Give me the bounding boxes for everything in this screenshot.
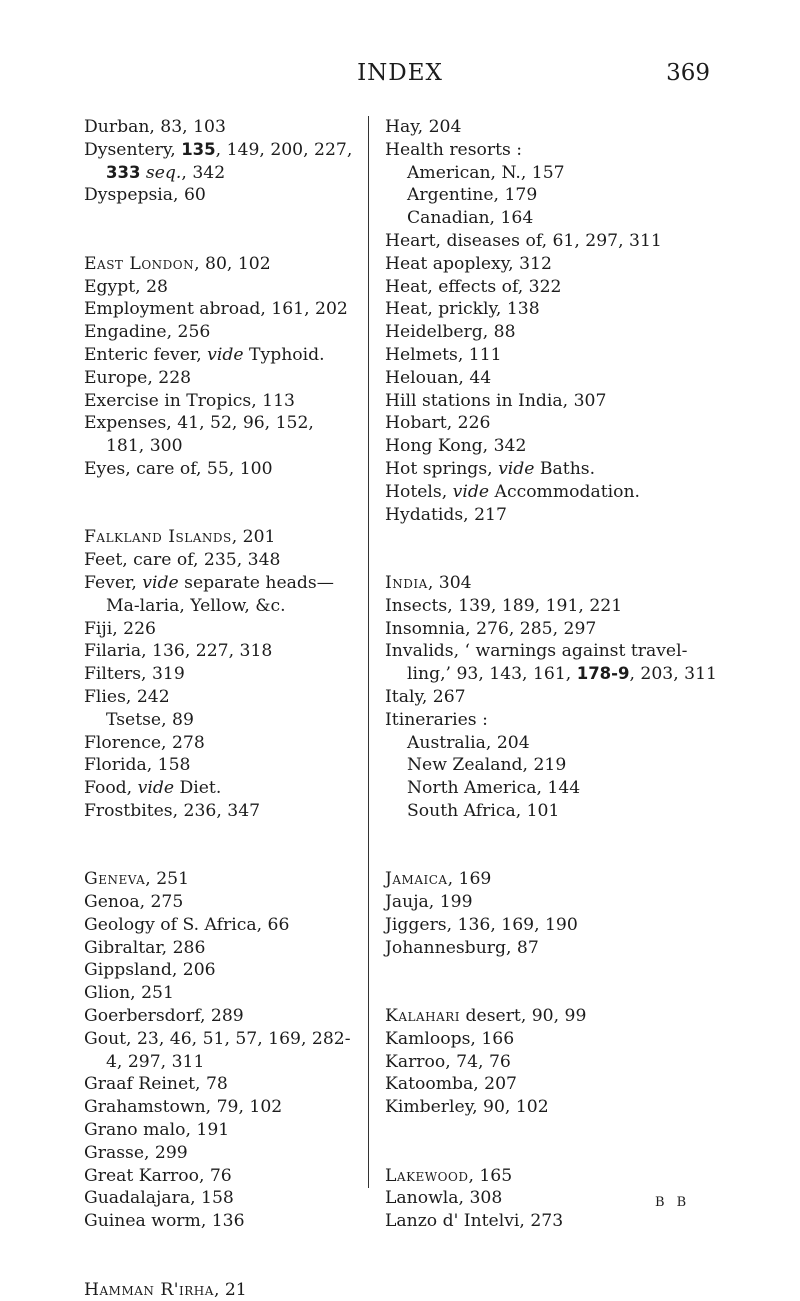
entry-text: , 169 <box>447 869 492 890</box>
index-entry: Hydatids, 217 <box>385 504 507 525</box>
index-entry-food <box>84 777 356 800</box>
index-entry-invalids <box>385 640 723 686</box>
index-entry: Itineraries : <box>385 709 488 730</box>
index-entry: Europe, 228 <box>84 367 192 388</box>
entry-text: , 342 <box>181 162 226 183</box>
index-entry: Hill stations in India, 307 <box>385 390 607 411</box>
entry-text: Hot springs, <box>385 458 499 479</box>
section-head: Falkland Islands <box>84 527 232 548</box>
index-entry: Expenses, 41, 52, 96, 152, 181, 300 <box>84 413 314 457</box>
index-entry: Gout, 23, 46, 51, 57, 169, 282-4, 297, 311 <box>84 1028 351 1072</box>
index-entry: Employment abroad, 161, 202 <box>84 299 348 320</box>
index-entry: Grano malo, 191 <box>84 1120 230 1141</box>
index-entry: Grahamstown, 79, 102 <box>84 1097 283 1118</box>
index-entry: Lanowla, 308 <box>385 1188 503 1209</box>
index-entry: Gibraltar, 286 <box>84 937 206 958</box>
index-entry-jamaica <box>385 868 723 891</box>
index-entry-falkland <box>84 526 356 549</box>
entry-text: , 80, 102 <box>194 253 271 274</box>
index-entry: Hong Kong, 342 <box>385 436 527 457</box>
entry-text: Food, <box>84 778 138 799</box>
section-head: Kalahari <box>385 1006 461 1027</box>
entry-text: Enteric fever, <box>84 344 208 365</box>
italic-vide: vide <box>452 481 490 502</box>
index-entry: Helmets, 111 <box>385 344 502 365</box>
index-entry: Jauja, 199 <box>385 892 473 913</box>
index-entry: Hobart, 226 <box>385 413 491 434</box>
index-entry: Dyspepsia, 60 <box>84 185 206 206</box>
index-entry: Eyes, care of, 55, 100 <box>84 458 273 479</box>
signature-mark: B B <box>655 1195 691 1210</box>
index-column-left <box>84 116 356 1301</box>
index-subentry: New Zealand, 219 <box>407 755 567 776</box>
index-entry: Flies, 242 <box>84 686 170 707</box>
index-subentry: South Africa, 101 <box>407 800 560 821</box>
index-entry-india <box>385 572 723 595</box>
italic-vide: vide <box>498 458 535 479</box>
bold-page-ref: 333 <box>106 162 141 182</box>
index-entry: Lanzo d' Intelvi, 273 <box>385 1211 564 1232</box>
italic-vide: vide <box>207 344 244 365</box>
index-entry-enteric <box>84 344 356 367</box>
index-entry: Katoomba, 207 <box>385 1074 517 1095</box>
index-entry: Graaf Reinet, 78 <box>84 1074 228 1095</box>
index-entry: Great Karroo, 76 <box>84 1165 232 1186</box>
entry-text: Typhoid. <box>243 344 325 365</box>
page-title: INDEX <box>357 60 443 86</box>
entry-text: desert, 90, 99 <box>460 1006 587 1027</box>
column-divider <box>368 116 369 1188</box>
index-entry: Exercise in Tropics, 113 <box>84 390 295 411</box>
index-entry: Insomnia, 276, 285, 297 <box>385 618 597 639</box>
entry-text: , 251 <box>145 869 190 890</box>
index-entry: Helouan, 44 <box>385 367 492 388</box>
index-subentry: North America, 144 <box>407 778 581 799</box>
index-entry: Florida, 158 <box>84 755 191 776</box>
index-entry: Feet, care of, 235, 348 <box>84 550 281 571</box>
index-entry: Engadine, 256 <box>84 322 211 343</box>
index-entry-fever <box>84 572 356 618</box>
index-entry: Kamloops, 166 <box>385 1028 515 1049</box>
section-head: India <box>385 572 428 593</box>
entry-text: , 304 <box>427 572 472 593</box>
entry-text: , 201 <box>231 527 276 548</box>
running-head <box>0 60 800 90</box>
entry-text: , 165 <box>468 1165 513 1186</box>
index-entry: Johannesburg, 87 <box>385 937 539 958</box>
index-entry: Jiggers, 136, 169, 190 <box>385 914 578 935</box>
index-entry-lakewood <box>385 1165 723 1188</box>
bold-page-ref: 178-9 <box>576 664 630 684</box>
index-entry: Italy, 267 <box>385 686 466 707</box>
entry-text: Baths. <box>534 458 596 479</box>
index-entry: Heidelberg, 88 <box>385 322 516 343</box>
entry-text: separate heads—Ma-laria, Yellow, &c. <box>106 572 334 616</box>
index-entry: Frostbites, 236, 347 <box>84 800 261 821</box>
index-entry: Fiji, 226 <box>84 618 156 639</box>
index-entry: Geology of S. Africa, 66 <box>84 914 290 935</box>
section-head: Lakewood <box>385 1165 469 1186</box>
index-entry: Insects, 139, 189, 191, 221 <box>385 595 623 616</box>
section-head: East London <box>84 253 195 274</box>
italic-seq: seq. <box>145 162 182 183</box>
index-subentry: Canadian, 164 <box>407 208 534 229</box>
index-entry: Goerbersdorf, 289 <box>84 1006 244 1027</box>
entry-text: Dysentery, <box>84 139 182 160</box>
index-entry-hot-springs <box>385 458 723 481</box>
index-entry: Health resorts : <box>385 139 523 160</box>
index-entry: Filaria, 136, 227, 318 <box>84 641 273 662</box>
index-entry: Florence, 278 <box>84 732 205 753</box>
index-entry: Heat, effects of, 322 <box>385 276 562 297</box>
entry-text: Invalids, ‘ warnings against travel-ling,’ 93, 143, 161, <box>385 641 688 685</box>
index-entry: Genoa, 275 <box>84 892 184 913</box>
index-entry: Gippsland, 206 <box>84 960 216 981</box>
index-entry-east-london <box>84 253 356 276</box>
index-subentry: American, N., 157 <box>407 162 565 183</box>
index-subentry: Argentine, 179 <box>407 185 538 206</box>
index-entry: Heat apoplexy, 312 <box>385 253 552 274</box>
italic-vide: vide <box>137 778 175 799</box>
index-entry: Glion, 251 <box>84 983 174 1004</box>
index-entry: Egypt, 28 <box>84 276 168 297</box>
entry-text: , 149, 200, 227, <box>215 139 353 160</box>
index-entry: Hay, 204 <box>385 117 462 137</box>
index-entry: Guinea worm, 136 <box>84 1211 245 1232</box>
index-entry-kalahari <box>385 1005 723 1028</box>
index-entry: Grasse, 299 <box>84 1142 188 1163</box>
section-head: Jamaica <box>385 869 448 890</box>
entry-text: Fever, <box>84 572 143 593</box>
index-entry: Karroo, 74, 76 <box>385 1051 511 1072</box>
index-entry: Kimberley, 90, 102 <box>385 1097 549 1118</box>
entry-text: Hotels, <box>385 481 453 502</box>
index-subentry: Australia, 204 <box>407 732 530 753</box>
bold-page-ref: 135 <box>181 139 216 159</box>
index-entry: Filters, 319 <box>84 664 185 685</box>
entry-text: Accommodation. <box>489 481 641 502</box>
index-entry-dysentery <box>84 139 356 185</box>
index-entry-hotels <box>385 481 723 504</box>
index-entry-hamman <box>84 1279 356 1301</box>
index-entry: Durban, 83, 103 <box>84 117 226 137</box>
section-head: Hamman R'irha <box>84 1279 214 1300</box>
entry-text: , 21 <box>213 1279 247 1300</box>
index-entry-geneva <box>84 868 356 891</box>
index-subentry: Tsetse, 89 <box>106 709 194 730</box>
index-entry: Heart, diseases of, 61, 297, 311 <box>385 230 662 251</box>
italic-vide: vide <box>142 572 179 593</box>
entry-text: , 203, 311 <box>629 664 717 685</box>
section-head: Geneva <box>84 869 146 890</box>
index-entry: Guadalajara, 158 <box>84 1188 234 1209</box>
page-number: 369 <box>666 60 710 86</box>
index-entry: Heat, prickly, 138 <box>385 299 540 320</box>
entry-text: Diet. <box>174 778 222 799</box>
index-column-right <box>385 116 723 1233</box>
